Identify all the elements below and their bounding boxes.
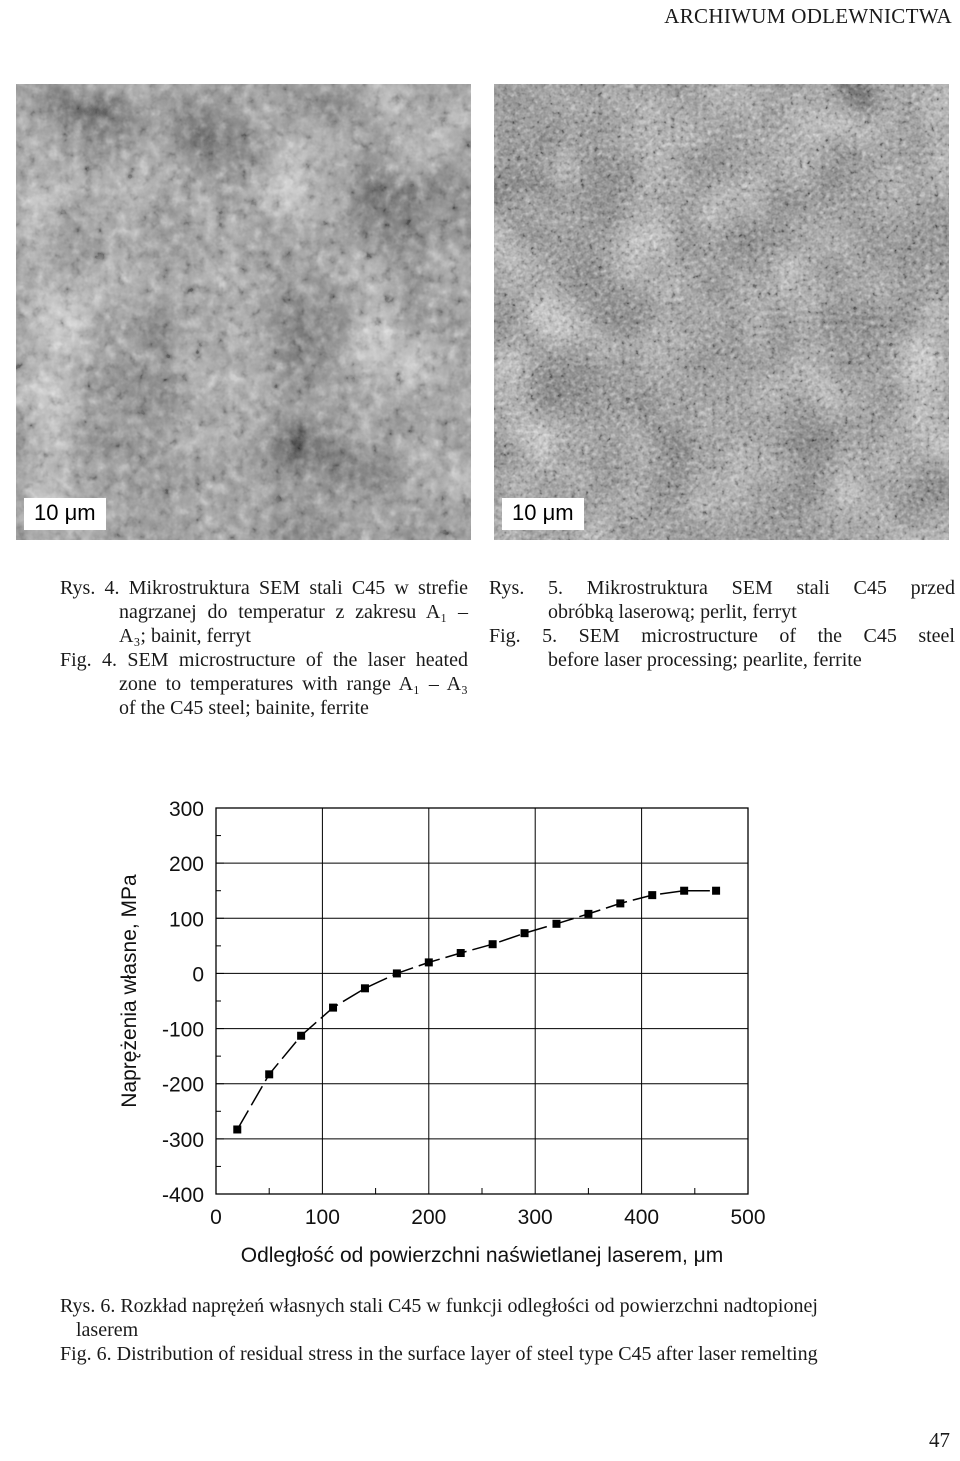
x-axis-label: Odległość od powierzchni naświetlanej laserem, μm <box>240 1244 724 1267</box>
y-tick-labels <box>162 798 204 1207</box>
data-point <box>329 1004 337 1012</box>
y-tick-label: -300 <box>161 1128 204 1152</box>
series-line <box>237 891 716 1130</box>
data-point <box>297 1032 305 1040</box>
x-tick-label: 300 <box>517 1206 553 1229</box>
caption-line: Fig. 5. SEM microstructure of the C45 steel <box>489 625 955 647</box>
chart-ticks <box>216 808 695 1194</box>
caption-line: nagrzanej do temperatur z zakresu A₁ – <box>119 601 468 623</box>
caption-line: Fig. 6. Distribution of residual stress in the surface layer of steel type C45 after laser remelting <box>60 1343 818 1365</box>
caption-line: laserem <box>76 1319 139 1341</box>
caption-line: before laser processing; pearlite, ferrite <box>548 649 862 671</box>
data-point <box>393 969 401 977</box>
y-tick-label: 100 <box>168 908 204 932</box>
y-tick-label: -400 <box>161 1184 204 1207</box>
data-point <box>552 920 560 928</box>
caption-fig5 <box>489 576 955 672</box>
caption-line: of the C45 steel; bainite, ferrite <box>119 697 369 719</box>
scale-bar-label: 10 μm <box>502 498 584 530</box>
y-tick-label: -200 <box>161 1073 204 1097</box>
caption-fig4 <box>60 576 468 720</box>
caption-line: obróbką laserową; perlit, ferryt <box>548 601 797 623</box>
data-point <box>712 887 720 895</box>
data-point <box>361 984 369 992</box>
y-tick-label: 0 <box>192 963 204 987</box>
caption-fig6 <box>60 1294 955 1366</box>
y-tick-label: 300 <box>168 798 204 821</box>
caption-line: Rys. 6. Rozkład naprężeń własnych stali C45 w funkcji odległości od powierzchni nadtopionej <box>60 1295 818 1317</box>
data-point <box>425 958 433 966</box>
data-point <box>457 949 465 957</box>
data-point <box>680 887 688 895</box>
y-tick-label: 200 <box>168 853 204 877</box>
sem-micrograph-fig4 <box>16 84 471 540</box>
chart-grid <box>216 808 748 1194</box>
x-tick-label: 200 <box>411 1206 447 1229</box>
data-point <box>489 940 497 948</box>
x-tick-label: 500 <box>730 1206 766 1229</box>
journal-header: ARCHIWUM ODLEWNICTWA <box>664 4 952 28</box>
caption-line: zone to temperatures with range A₁ – A₃ <box>119 673 468 695</box>
scale-bar-label: 10 μm <box>24 498 106 530</box>
caption-line: Rys. 4. Mikrostruktura SEM stali C45 w strefie <box>60 577 468 599</box>
plot-frame <box>216 808 748 1194</box>
y-tick-label: -100 <box>161 1018 204 1042</box>
data-point <box>616 899 624 907</box>
x-tick-labels <box>210 1206 765 1229</box>
data-point <box>584 910 592 918</box>
x-tick-label: 0 <box>210 1206 222 1229</box>
page-number: 47 <box>929 1428 950 1452</box>
data-point <box>265 1070 273 1078</box>
residual-stress-chart <box>100 780 800 1280</box>
x-tick-label: 400 <box>624 1206 660 1229</box>
y-axis-label: Naprężenia własne, MPa <box>118 874 141 1108</box>
x-tick-label: 100 <box>304 1206 340 1229</box>
sem-micrograph-fig5 <box>494 84 949 540</box>
data-point <box>521 929 529 937</box>
caption-line: A₃; bainit, ferryt <box>119 625 251 647</box>
data-point <box>648 891 656 899</box>
caption-line: Rys. 5. Mikrostruktura SEM stali C45 przed <box>489 577 955 599</box>
caption-line: Fig. 4. SEM microstructure of the laser heated <box>60 649 468 671</box>
chart-series <box>233 887 720 1134</box>
data-point <box>233 1125 241 1133</box>
